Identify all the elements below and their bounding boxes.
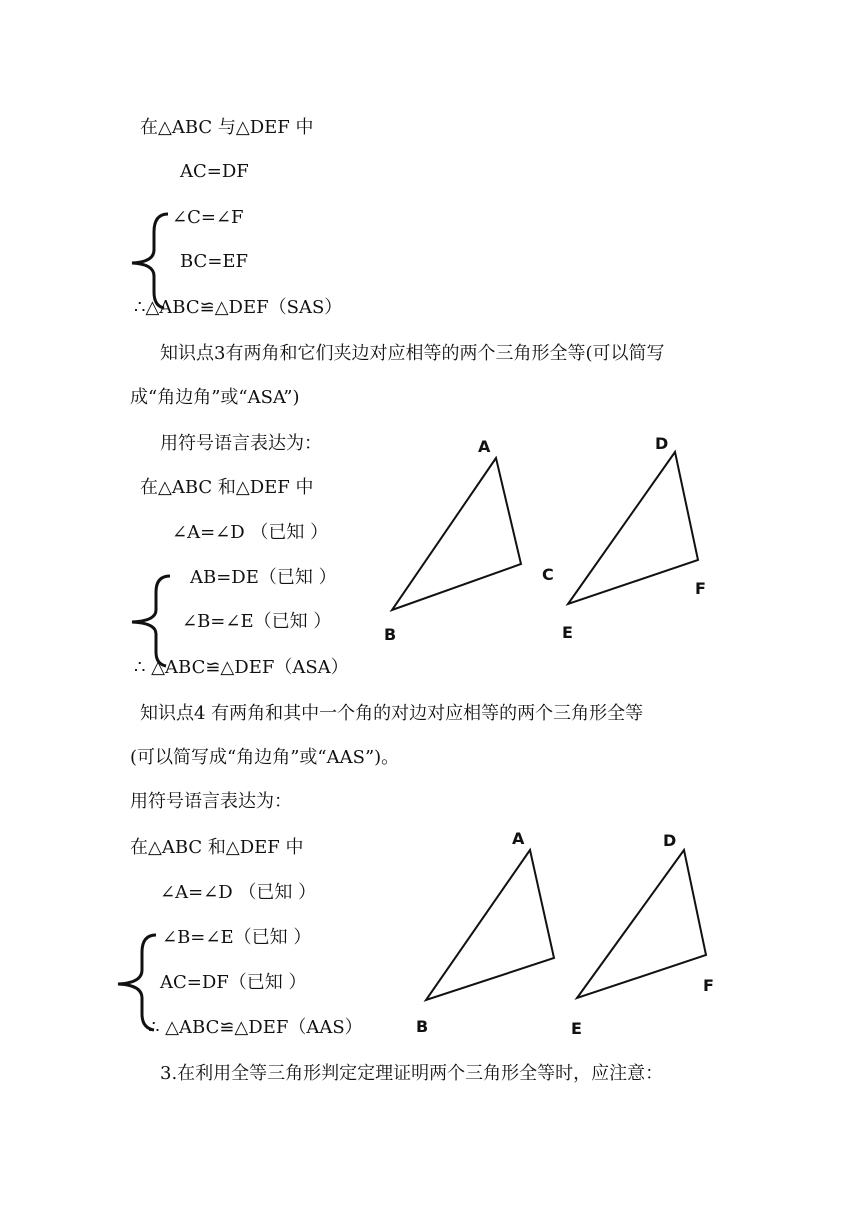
label-b: B	[384, 625, 397, 644]
point3-statement-line1: 知识点3有两角和它们夹边对应相等的两个三角形全等(可以简写	[160, 343, 665, 364]
point3-condition-2: AB=DE（已知 ）	[190, 567, 337, 588]
point4-intro-line: 在△ABC 和△DEF 中	[130, 837, 304, 858]
label-d: D	[663, 831, 677, 850]
triangle-abc-asa	[392, 458, 521, 610]
sas-condition-3: BC=EF	[180, 251, 249, 272]
triangle-def-aas	[577, 850, 706, 998]
sas-condition-2: ∠C=∠F	[172, 207, 244, 228]
sas-conclusion: ∴△ABC≌△DEF（SAS）	[134, 297, 343, 318]
label-a: A	[478, 437, 491, 456]
label-f: F	[695, 579, 706, 598]
label-a: A	[512, 829, 525, 848]
point3-intro-line: 在△ABC 和△DEF 中	[140, 477, 314, 498]
label-e: E	[562, 623, 573, 642]
point4-conclusion: ∴ △ABC≌△DEF（AAS）	[148, 1017, 363, 1038]
point4-statement-line2: (可以简写成“角边角”或“AAS”)。	[130, 747, 400, 768]
point4-statement-line1: 知识点4 有两角和其中一个角的对边对应相等的两个三角形全等	[140, 703, 644, 724]
point3-statement-line2: 成“角边角”或“ASA”)	[130, 387, 300, 408]
point3-conclusion: ∴ △ABC≌△DEF（ASA）	[134, 657, 349, 678]
sas-condition-1: AC=DF	[180, 161, 249, 182]
sas-brace	[132, 214, 168, 308]
point3-condition-1: ∠A=∠D （已知 ）	[172, 522, 329, 543]
aas-brace	[118, 935, 156, 1030]
asa-brace	[132, 576, 170, 666]
point3-symbol-intro: 用符号语言表达为：	[160, 433, 322, 454]
label-d: D	[655, 434, 669, 453]
label-e: E	[571, 1019, 582, 1038]
note-3: 3.在利用全等三角形判定定理证明两个三角形全等时，应注意：	[160, 1063, 664, 1084]
triangle-def-asa	[568, 452, 698, 604]
point4-symbol-intro: 用符号语言表达为：	[130, 791, 292, 812]
sas-intro-line: 在△ABC 与△DEF 中	[140, 117, 314, 138]
point3-condition-3: ∠B=∠E（已知 ）	[182, 611, 332, 632]
point4-condition-1: ∠A=∠D （已知 ）	[160, 882, 317, 903]
point4-condition-3: AC=DF（已知 ）	[160, 972, 307, 993]
label-f: F	[703, 976, 714, 995]
triangle-abc-aas	[426, 850, 554, 1000]
point4-condition-2: ∠B=∠E（已知 ）	[162, 927, 312, 948]
label-b: B	[416, 1017, 429, 1036]
label-c: C	[542, 565, 554, 584]
